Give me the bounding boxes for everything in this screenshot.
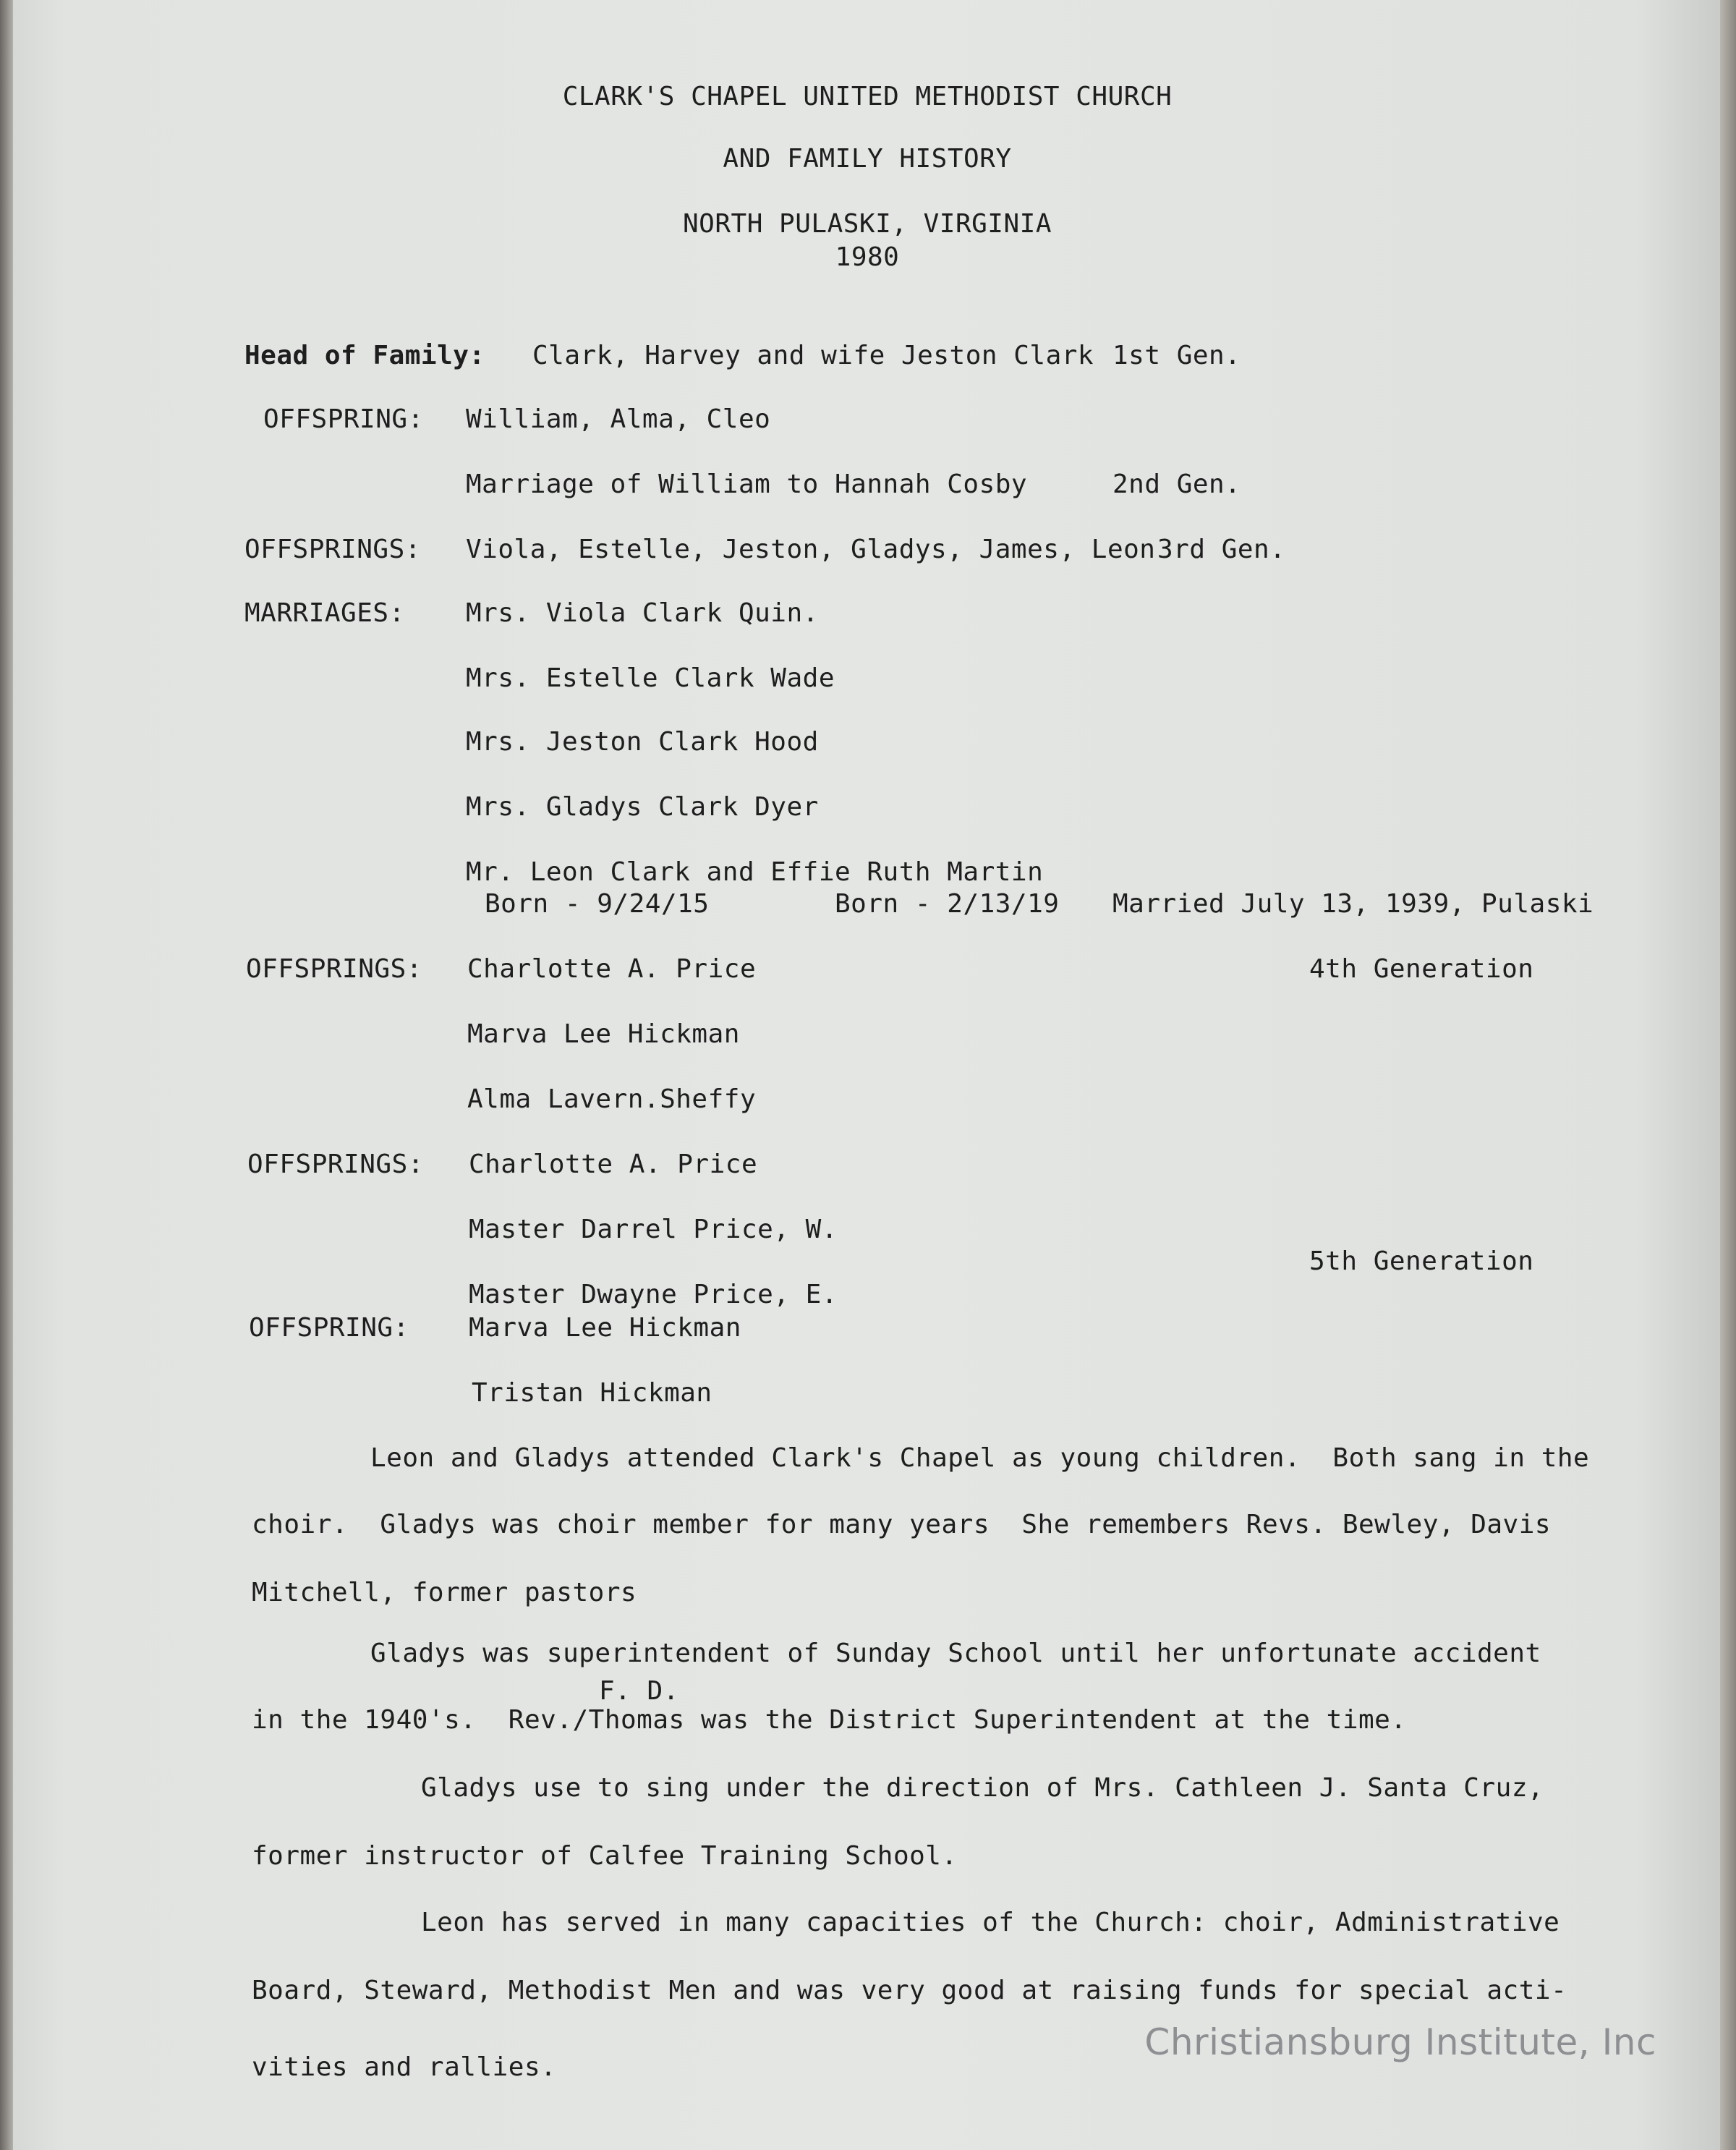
narrative-paragraph-4-line-3: vities and rallies.: [252, 2052, 557, 2082]
offspring-entry: Charlotte A. Price: [469, 1150, 758, 1179]
marriage-entry: Mrs. Estelle Clark Wade: [466, 663, 835, 693]
offspring-label-1: OFFSPRING:: [263, 404, 424, 434]
offspring-label-3: OFFSPRINGS:: [246, 954, 422, 984]
narrative-paragraph-4-line-2: Board, Steward, Methodist Men and was very good at raising funds for special acti-: [252, 1976, 1567, 2005]
offspring-entry: Master Darrel Price, W.: [469, 1215, 838, 1244]
title-line-2: AND FAMILY HISTORY: [723, 144, 1012, 174]
offspring-label-2: OFFSPRINGS:: [244, 535, 421, 564]
offspring-value-2: Viola, Estelle, Jeston, Gladys, James, Leon: [466, 535, 1156, 564]
head-of-family-label: Head of Family:: [244, 341, 485, 370]
leon-birth-date: Born - 9/24/15: [485, 889, 710, 919]
head-of-family-generation: 1st Gen.: [1112, 341, 1241, 370]
marriage-entry: Mrs. Jeston Clark Hood: [466, 727, 819, 757]
document-page: [13, 0, 1722, 2150]
effie-birth-date: Born - 2/13/19: [835, 889, 1060, 919]
page-edge-left: [0, 0, 13, 2150]
offspring-generation-2: 3rd Gen.: [1157, 535, 1286, 564]
fifth-generation-label: 5th Generation: [1309, 1246, 1534, 1276]
narrative-paragraph-1-line-2: choir. Gladys was choir member for many years She remembers Revs. Bewley, Davis: [252, 1510, 1552, 1539]
narrative-paragraph-3-line-2: former instructor of Calfee Training School.: [252, 1841, 958, 1871]
narrative-paragraph-1-line-3: Mitchell, former pastors: [252, 1578, 637, 1607]
title-line-3: NORTH PULASKI, VIRGINIA: [683, 209, 1052, 239]
handwritten-insertion: F. D.: [599, 1676, 679, 1706]
offspring-entry: Master Dwayne Price, E.: [469, 1280, 838, 1309]
title-year: 1980: [835, 242, 900, 272]
narrative-paragraph-4-line-1: Leon has served in many capacities of the Church: choir, Administrative: [421, 1908, 1560, 1937]
marriage-date: Married July 13, 1939, Pulaski: [1112, 889, 1594, 919]
offspring-entry: Charlotte A. Price: [467, 954, 757, 984]
offspring-label-5: OFFSPRING:: [249, 1313, 409, 1343]
page-edge-right: [1720, 0, 1736, 2150]
offspring-entry: Marva Lee Hickman: [467, 1019, 740, 1049]
offspring-entry: Marva Lee Hickman: [469, 1313, 741, 1343]
offspring-value-1: William, Alma, Cleo: [466, 404, 771, 434]
marriage-entry: Mrs. Gladys Clark Dyer: [466, 792, 819, 822]
fourth-generation-label: 4th Generation: [1309, 954, 1534, 984]
watermark: Christiansburg Institute, Inc: [1144, 2021, 1656, 2063]
offspring-label-4: OFFSPRINGS:: [247, 1150, 424, 1179]
head-of-family-value: Clark, Harvey and wife Jeston Clark: [532, 341, 1094, 370]
narrative-paragraph-2-line-1: Gladys was superintendent of Sunday School until her unfortunate accident: [370, 1639, 1541, 1668]
title-line-1: CLARK'S CHAPEL UNITED METHODIST CHURCH: [562, 82, 1173, 111]
narrative-paragraph-3-line-1: Gladys use to sing under the direction of Mrs. Cathleen J. Santa Cruz,: [421, 1773, 1544, 1803]
offspring-entry: Tristan Hickman: [472, 1378, 712, 1408]
marriages-label: MARRIAGES:: [244, 598, 405, 628]
marriage-entry: Mr. Leon Clark and Effie Ruth Martin: [466, 857, 1044, 887]
narrative-paragraph-2-line-2: in the 1940's. Rev./Thomas was the District Superintendent at the time.: [252, 1705, 1407, 1735]
marriage-william-generation: 2nd Gen.: [1112, 469, 1241, 499]
offspring-entry: Alma Lavern.Sheffy: [467, 1084, 757, 1114]
marriage-entry: Mrs. Viola Clark Quin.: [466, 598, 819, 628]
marriage-william: Marriage of William to Hannah Cosby: [466, 469, 1028, 499]
narrative-paragraph-1-line-1: Leon and Gladys attended Clark's Chapel as young children. Both sang in the: [370, 1443, 1590, 1473]
